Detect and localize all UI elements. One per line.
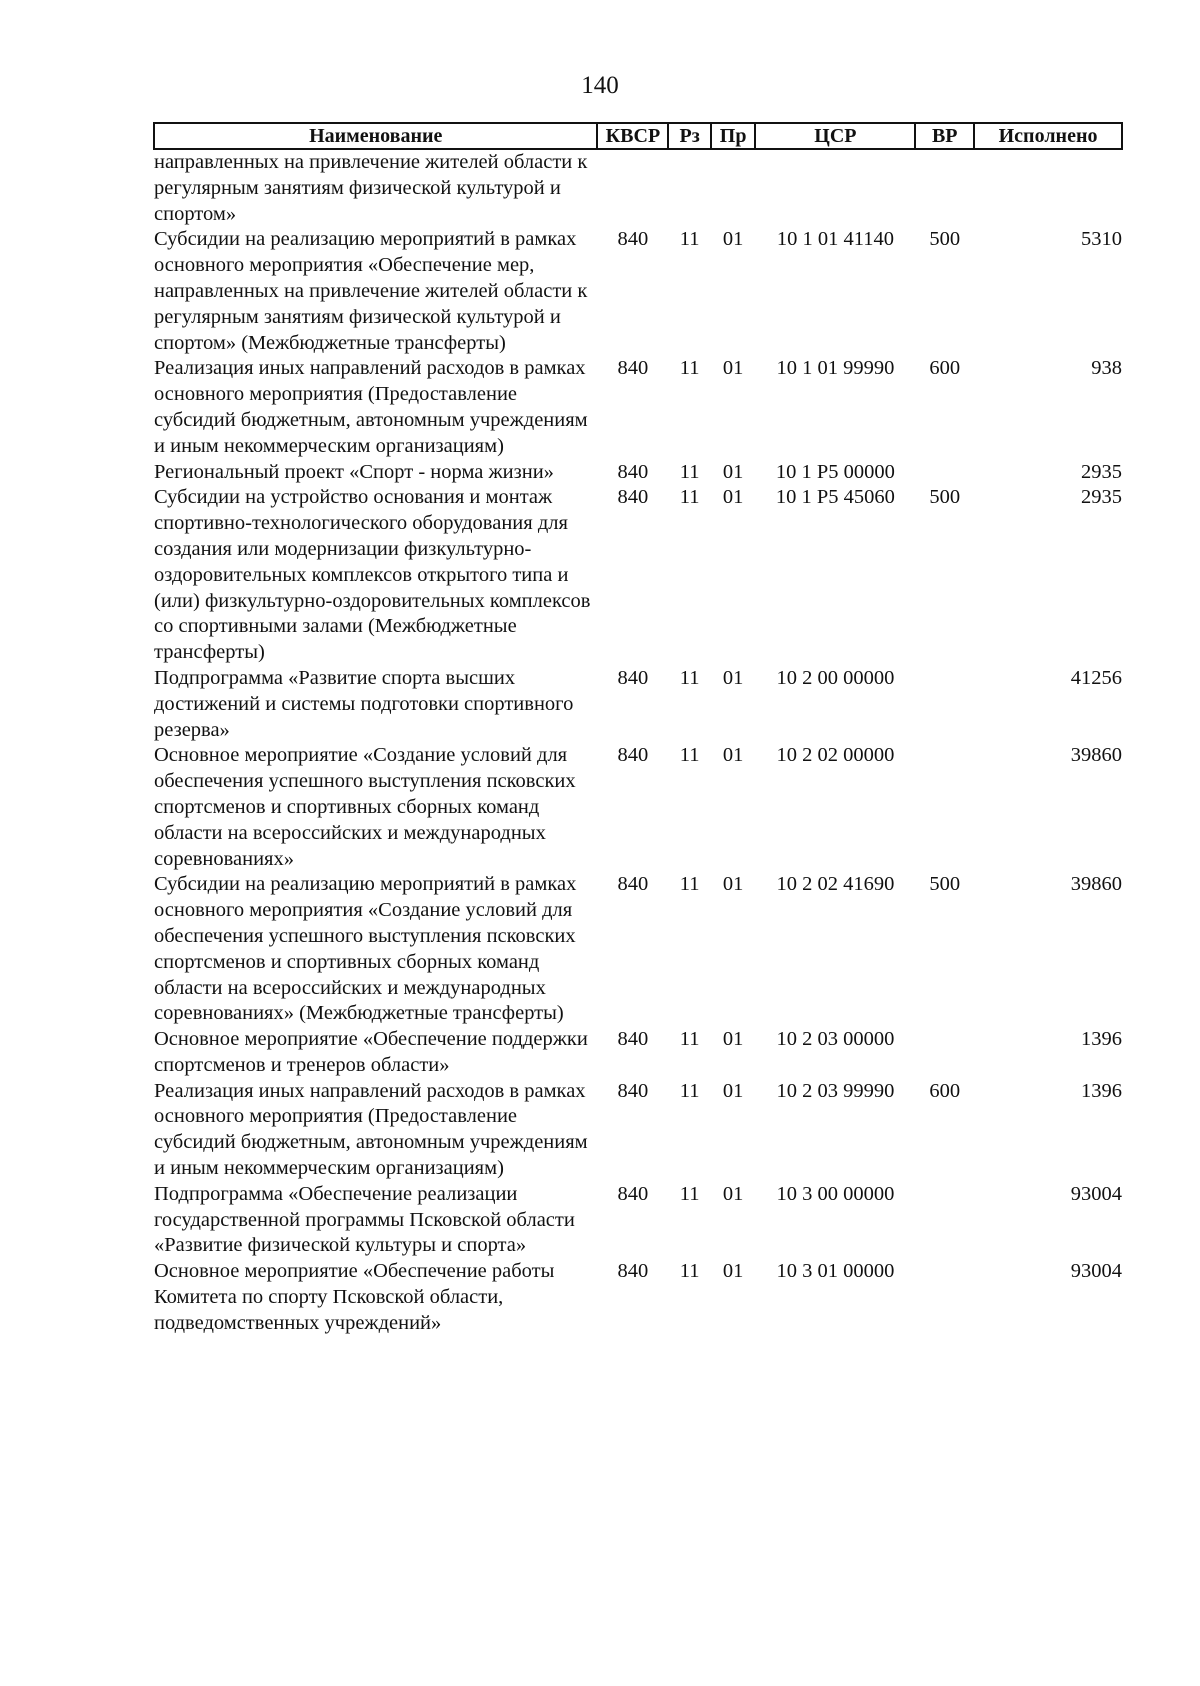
table-row (154, 485, 1122, 666)
budget-table (153, 122, 1123, 1337)
row-csr: 10 3 01 00000 (776, 1260, 895, 1283)
row-rz: 11 (679, 666, 700, 689)
table-row (154, 872, 1122, 1027)
row-vr: 500 (929, 873, 961, 896)
row-done: 5310 (1081, 228, 1122, 251)
col-header-name: Наименование (154, 123, 597, 149)
row-rz: 11 (679, 1260, 700, 1283)
row-done: 2935 (1081, 486, 1122, 509)
table-header-row (154, 123, 1122, 149)
row-vr: 600 (929, 1079, 961, 1102)
row-pr: 01 (722, 1028, 744, 1051)
row-rz: 11 (679, 1079, 700, 1102)
row-name: Подпрограмма «Обеспечение реализации государственной программы Псковской области «Развитие физической культуры и спорта» (154, 1182, 575, 1257)
row-kvsr: 840 (617, 460, 649, 483)
row-done: 39860 (1070, 873, 1122, 896)
table-row (154, 227, 1122, 356)
row-pr: 01 (722, 228, 744, 251)
row-kvsr: 840 (617, 228, 649, 251)
row-name: Подпрограмма «Развитие спорта высших достижений и системы подготовки спортивного резерва» (154, 666, 574, 741)
row-rz (668, 149, 711, 227)
row-done: 2935 (1081, 460, 1122, 483)
row-kvsr: 840 (617, 357, 649, 380)
row-csr: 10 2 03 99990 (776, 1079, 895, 1102)
table-row (154, 460, 1122, 486)
row-kvsr: 840 (617, 666, 649, 689)
row-name: Основное мероприятие «Создание условий для обеспечения успешного выступления псковских спортсменов и спортивных сборных команд области на всероссийских и международных соревнованиях» (154, 744, 576, 870)
row-pr: 01 (722, 1182, 744, 1205)
row-kvsr: 840 (617, 744, 649, 767)
row-rz: 11 (679, 486, 700, 509)
row-vr (915, 1027, 974, 1079)
row-pr: 01 (722, 486, 744, 509)
row-csr (755, 149, 915, 227)
row-pr: 01 (722, 1260, 744, 1283)
row-kvsr: 840 (617, 1028, 649, 1051)
row-name: Основное мероприятие «Обеспечение работы Комитета по спорту Псковской области, подведомственных учреждений» (154, 1260, 555, 1334)
row-csr: 10 1 P5 45060 (775, 486, 895, 509)
row-name: Реализация иных направлений расходов в рамках основного мероприятия (Предоставление субсидий бюджетным, автономным учреждениям и иным некоммерческим организациям) (154, 357, 588, 457)
row-kvsr: 840 (617, 1182, 649, 1205)
row-done: 93004 (1070, 1182, 1122, 1205)
row-done: 93004 (1070, 1260, 1122, 1283)
row-csr: 10 1 01 99990 (776, 357, 895, 380)
row-kvsr: 840 (617, 486, 649, 509)
row-done: 1396 (1081, 1079, 1122, 1102)
row-csr: 10 3 00 00000 (776, 1182, 895, 1205)
col-header-csr: ЦСР (755, 123, 915, 149)
row-kvsr: 840 (617, 1260, 649, 1283)
row-pr: 01 (722, 873, 744, 896)
row-rz: 11 (679, 357, 700, 380)
row-rz: 11 (679, 744, 700, 767)
row-pr: 01 (722, 744, 744, 767)
table-row (154, 149, 1122, 227)
col-header-rz: Рз (668, 123, 711, 149)
row-pr: 01 (722, 1079, 744, 1102)
row-name: Субсидии на реализацию мероприятий в рамках основного мероприятия «Обеспечение мер, направленных на привлечение жителей области к регулярным занятиям физической культурой и спортом» (Межбюджетные трансферты) (154, 228, 588, 354)
row-vr: 500 (929, 228, 961, 251)
row-vr (915, 1182, 974, 1259)
row-name: направленных на привлечение жителей области к регулярным занятиям физической культурой и спортом» (154, 151, 588, 225)
row-name: Основное мероприятие «Обеспечение поддержки спортсменов и тренеров области» (154, 1028, 588, 1076)
col-header-done: Исполнено (974, 123, 1122, 149)
row-kvsr (597, 149, 668, 227)
col-header-kvsr: КВСР (597, 123, 668, 149)
table-row (154, 1079, 1122, 1182)
table-row (154, 666, 1122, 743)
table-row (154, 356, 1122, 459)
row-vr (915, 743, 974, 872)
table-row (154, 743, 1122, 872)
row-name: Субсидии на реализацию мероприятий в рамках основного мероприятия «Создание условий для обеспечения успешного выступления псковских спортсменов и спортивных сборных команд области на всероссийских и международных соревнованиях» (Межбюджетные трансферты) (154, 873, 577, 1025)
row-pr (711, 149, 756, 227)
row-rz: 11 (679, 228, 700, 251)
row-rz: 11 (679, 873, 700, 896)
page-number: 140 (581, 72, 619, 99)
row-vr (915, 666, 974, 743)
row-csr: 10 2 03 00000 (776, 1028, 895, 1051)
row-pr: 01 (722, 460, 744, 483)
col-header-vr: ВР (915, 123, 974, 149)
row-kvsr: 840 (617, 1079, 649, 1102)
row-kvsr: 840 (617, 873, 649, 896)
row-done: 39860 (1070, 744, 1122, 767)
row-done (974, 149, 1122, 227)
row-csr: 10 1 01 41140 (776, 228, 894, 251)
table-row (154, 1259, 1122, 1336)
row-csr: 10 1 P5 00000 (775, 460, 895, 483)
row-rz: 11 (679, 1182, 700, 1205)
table-row (154, 1182, 1122, 1259)
row-csr: 10 2 02 00000 (776, 744, 895, 767)
row-done: 41256 (1070, 666, 1122, 689)
row-name: Реализация иных направлений расходов в рамках основного мероприятия (Предоставление субсидий бюджетным, автономным учреждениям и иным некоммерческим организациям) (154, 1079, 588, 1180)
row-done: 938 (1091, 357, 1122, 380)
row-vr: 600 (929, 357, 961, 380)
row-rz: 11 (679, 1028, 700, 1051)
table-row (154, 1027, 1122, 1079)
row-vr (915, 149, 974, 227)
row-name: Субсидии на устройство основания и монтаж спортивно-технологического оборудования для создания или модернизации физкультурно-оздоровительных комплексов открытого типа и (или) физкультурно-оздоровительных комплексов со спортивными залами (Межбюджетные трансферты) (154, 486, 591, 664)
row-pr: 01 (722, 357, 744, 380)
row-vr: 500 (929, 486, 961, 509)
row-rz: 11 (679, 460, 700, 483)
row-pr: 01 (722, 666, 744, 689)
row-vr (915, 460, 974, 486)
row-vr (915, 1259, 974, 1336)
row-done: 1396 (1081, 1028, 1122, 1051)
row-csr: 10 2 00 00000 (776, 666, 895, 689)
col-header-pr: Пр (711, 123, 756, 149)
row-csr: 10 2 02 41690 (776, 873, 895, 896)
row-name: Региональный проект «Спорт - норма жизни» (154, 460, 554, 483)
